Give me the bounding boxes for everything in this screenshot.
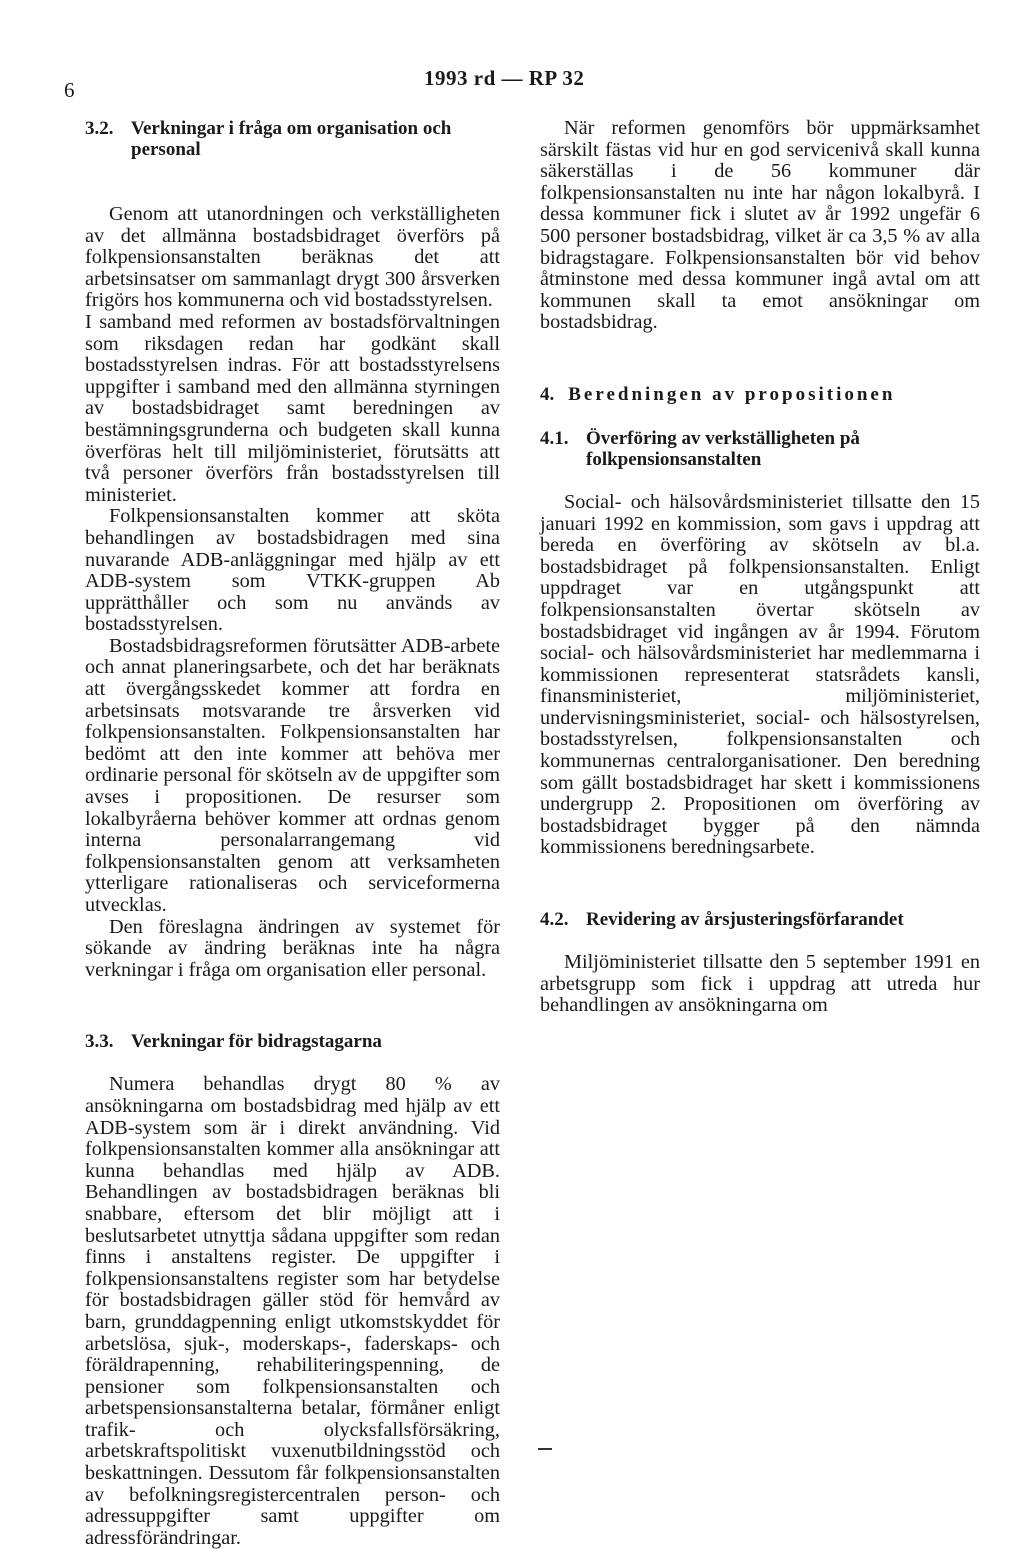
section-title: Verkningar för bidragstagarna — [131, 1031, 382, 1053]
section-number: 4.1. — [540, 427, 569, 449]
paragraph: Social- och hälsovårdsministeriet tillsatte den 15 januari 1992 en kommission, som gavs i uppdrag att bereda en överföring av skötseln av bl.a. bostadsbidraget på folkpensionsanstalten. Enligt uppdraget var en utgångspunkt att folkpensionsanstalten övertar skötseln av bostadsbidraget vid ingången av år 1994. Förutom social- och hälsovårdsministeriet har medlemmarna i kommissionen representerat statsrådets kansli, finansministeriet, miljöministeriet, undervisningsministeriet, social- och hälsostyrelsen, bostadsstyrelsen, folkpensionsanstalten och kommunernas centralorganisationer. Den beredning som gällt bostadsbidraget har skett i kommissionens undergrupp 2. Propositionen om överföring av bostadsbidraget bygger på den nämnda kommissionens beredningsarbete. — [540, 490, 980, 859]
chapter-heading-4 — [540, 384, 980, 406]
chapter-title: Beredningen av propositionen — [568, 383, 896, 405]
page-number: 6 — [64, 78, 75, 102]
section-heading-3-3 — [85, 1031, 500, 1052]
paragraph: Den föreslagna ändringen av systemet för sökande av ändring beräknas inte ha några verkningar i fråga om organisation eller personal. — [85, 915, 500, 981]
paragraph: Genom att utanordningen och verkställigheten av det allmänna bostadsbidraget överförs på folkpensionsanstalten beräknas det att arbetsinsatser om sammanlagt drygt 300 årsverken frigörs hos kommunerna och vid bostadsstyrelsen. — [85, 203, 500, 312]
running-title: 1993 rd — RP 32 — [424, 66, 585, 90]
paragraph: Bostadsbidragsreformen förutsätter ADB-arbete och annat planeringsarbete, och det har beräknats att övergångsskedet kommer att fordra en arbetsinsats motsvarande tre årsverken vid folkpensionsanstalten. Folkpensionsanstalten har bedömt att den inte kommer att behöva mer ordinarie personal för skötseln av de uppgifter som avses i propositionen. De resurser som lokalbyråerna behöver kommer att ordnas genom interna personalarrangemang vid folkpensionsanstalten genom att verksamheten ytterligare rationaliseras och serviceformerna utvecklas. — [85, 634, 500, 916]
section-title: Överföring av verkställigheten på folkpensionsanstalten — [586, 427, 860, 470]
footer-dash — [538, 1448, 552, 1450]
right-column — [540, 118, 980, 1017]
section-title: Verkningar i fråga om organisation och personal — [131, 118, 452, 160]
section-title: Revidering av årsjusteringsförfarandet — [586, 909, 904, 931]
section-heading-4-1 — [540, 428, 980, 470]
paragraph: Numera behandlas drygt 80 % av ansökningarna om bostadsbidrag med hjälp av ett ADB-system som är i direkt användning. Vid folkpensionsanstalten kommer alla ansökningar att kunna behandlas med hjälp av ADB. Behandlingen av bostadsbidragen beräknas bli snabbare, eftersom det blir möjligt att i beslutsarbetet utnyttja sådana uppgifter som redan finns i anstaltens register. De uppgifter i folkpensionsanstaltens register som har betydelse för bostadsbidragen gäller stöd för hemvård av barn, grunddagpenning enligt utkomstskyddet för arbetslösa, sjuk-, moderskaps-, faderskaps- och föräldrapenning, rehabiliteringspenning, de pensioner som folkpensionsanstalten och arbetspensionsanstalterna betalar, förmåner enligt trafik- och olycksfallsförsäkring, arbetskraftspolitiskt vuxenutbildningsstöd och beskattningen. Dessutom får folkpensionsanstalten av befolkningsregistercentralen person- och adressuppgifter samt uppgifter om adressförändringar. — [85, 1073, 500, 1549]
chapter-number: 4. — [540, 383, 555, 405]
section-number: 3.3. — [85, 1031, 114, 1053]
section-number: 3.2. — [85, 118, 114, 139]
paragraph: I samband med reformen av bostadsförvaltningen som riksdagen redan har godkänt skall bostadsstyrelsen indras. För att bostadsstyrelsens uppgifter i samband med den allmänna styrningen av bostadsbidraget samt beredningen av bestämningsgrunderna och budgeten skall kunna överföras helt till miljöministeriet, förutsätts att två personer överförs från bostadsstyrelsen till ministeriet. — [85, 310, 500, 506]
paragraph: När reformen genomförs bör uppmärksamhet särskilt fästas vid hur en god servicenivå skall kunna säkerställas i de 56 kommuner där folkpensionsanstalten nu inte har någon lokalbyrå. I dessa kommuner fick i slutet av år 1992 ungefär 6 500 personer bostadsbidrag, vilket är ca 3,5 % av alla bidragstagare. Folkpensionsanstalten bör vid behov åtminstone med dessa kommuner ingå avtal om att kommunen skall ta emot ansökningar om bostadsbidrag. — [540, 117, 980, 334]
left-column — [85, 118, 500, 1549]
section-number: 4.2. — [540, 909, 569, 931]
paragraph: Folkpensionsanstalten kommer att sköta behandlingen av bostadsbidragen med sina nuvarande ADB-anläggningar med hjälp av ett ADB-system som VTKK-gruppen Ab upprätthåller och som nu används av bostadsstyrelsen. — [85, 505, 500, 636]
section-heading-3-2 — [85, 118, 500, 160]
paragraph: Miljöministeriet tillsatte den 5 september 1991 en arbetsgrupp som fick i uppdrag att utreda hur behandlingen av ansökningarna om — [540, 951, 980, 1017]
section-heading-4-2 — [540, 909, 980, 930]
